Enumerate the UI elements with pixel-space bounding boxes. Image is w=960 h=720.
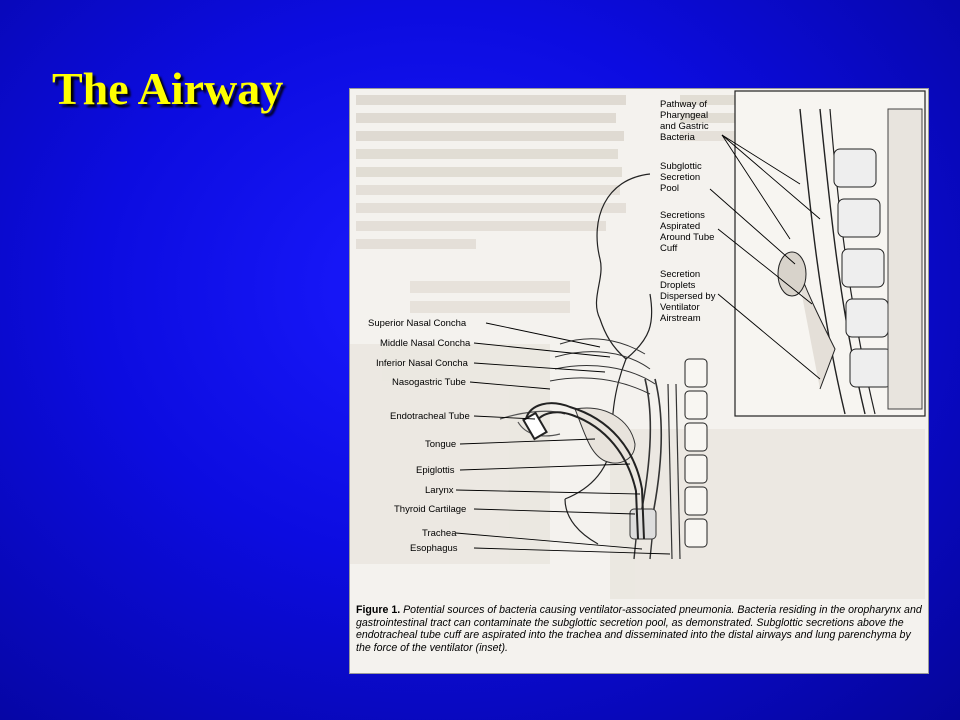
- label-middle-nasal-concha: Middle Nasal Concha: [380, 338, 471, 349]
- inset-label-pathway: Pathway of Pharyngeal and Gastric Bacteria: [660, 99, 709, 143]
- inset-label-subglottic-pool: Subglottic Secretion Pool: [660, 161, 702, 194]
- label-inferior-nasal-concha: Inferior Nasal Concha: [376, 358, 468, 369]
- inset-label-secretions-aspirated: Secretions Aspirated Around Tube Cuff: [660, 210, 715, 254]
- label-trachea: Trachea: [422, 528, 457, 539]
- label-nasogastric-tube: Nasogastric Tube: [392, 377, 466, 388]
- label-thyroid-cartilage: Thyroid Cartilage: [394, 504, 467, 515]
- figure-caption: [356, 604, 922, 654]
- airway-diagram: [350, 89, 928, 604]
- label-tongue: Tongue: [425, 439, 457, 450]
- slide-title: The Airway: [52, 63, 284, 114]
- label-superior-nasal-concha: Superior Nasal Concha: [368, 318, 467, 329]
- figure-caption-text: Potential sources of bacteria causing ventilator-associated pneumonia. Bacteria residing in the oropharynx and gastrointestinal tract can contaminate the subglottic secretion pool, as demonstrated. Subglottic secretions above the endotracheal tube cuff are aspirated into the trachea and disseminated into the distal airways and lung parenchyma by the force of the ventilator (inset).: [356, 604, 922, 654]
- label-epiglottis: Epiglottis: [416, 465, 455, 476]
- figure-caption-label: Figure 1.: [356, 604, 401, 616]
- airway-figure: [349, 88, 929, 674]
- label-esophagus: Esophagus: [410, 543, 458, 554]
- label-endotracheal-tube: Endotracheal Tube: [390, 411, 470, 422]
- inset-diagram: [735, 91, 925, 416]
- label-larynx: Larynx: [425, 485, 454, 496]
- inset-label-secretion-droplets: Secretion Droplets Dispersed by Ventilator Airstream: [660, 269, 716, 324]
